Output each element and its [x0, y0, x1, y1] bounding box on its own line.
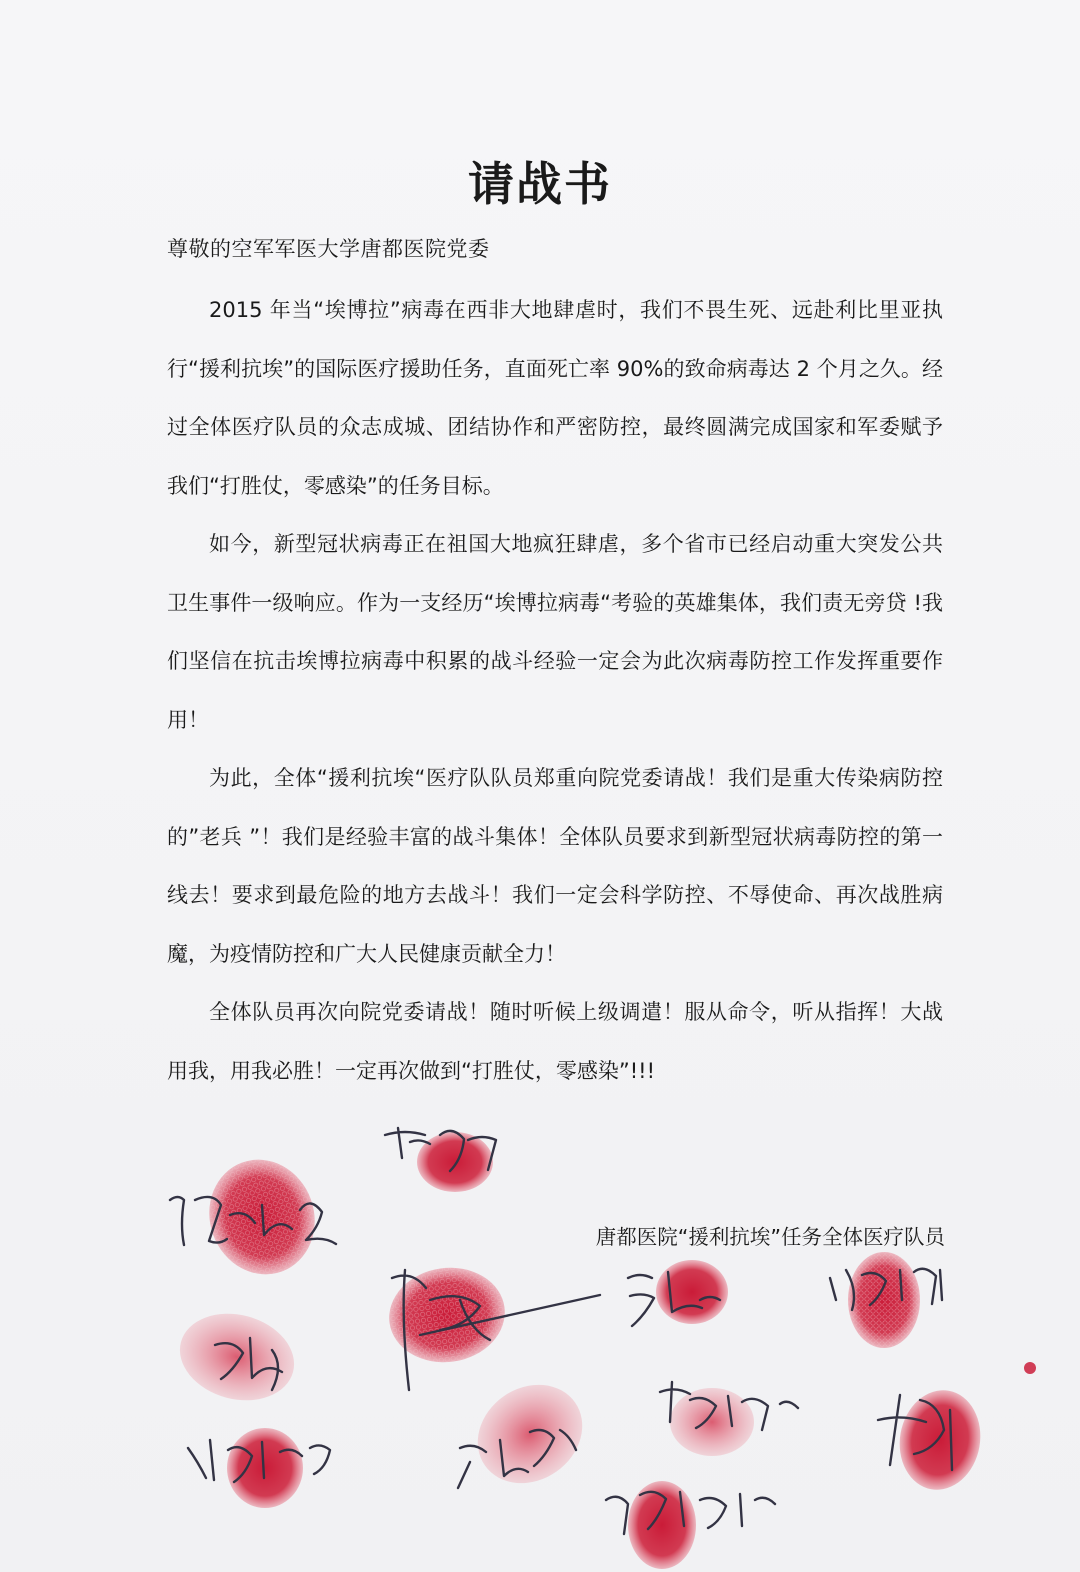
salutation: 尊敬的空军军医大学唐都医院党委 [167, 237, 490, 261]
closing-signature-line: 唐都医院“援利抗埃”任务全体医疗队员 [595, 1225, 945, 1249]
paragraph-1: 2015 年当“埃博拉”病毒在西非大地肆虐时，我们不畏生死、远赴利比里亚执行“援利抗埃”的国际医疗援助任务，直面死亡率 90%的致命病毒达 2 个月之久。经过全体医疗队员的众志成城、团结协作和严密防控，最终圆满完成国家和军委赋予我们“打胜仗，零感染”的任务目标。 [167, 298, 943, 498]
fingerprint [848, 1252, 920, 1348]
document-title: 请战书 [468, 157, 612, 211]
fingerprint [892, 1384, 988, 1496]
fingerprint [459, 1365, 602, 1503]
paragraph-4: 全体队员再次向院党委请战！随时听候上级调遣！服从命令，听从指挥！大战用我，用我必胜！一定再次做到“打胜仗，零感染”!!! [167, 1000, 943, 1083]
fingerprint [417, 1132, 493, 1192]
fingerprint [656, 1260, 728, 1324]
fingerprint [170, 1301, 304, 1412]
fingerprint [227, 1428, 303, 1508]
fingerprint [670, 1388, 754, 1456]
ink-spot [1024, 1362, 1036, 1374]
paragraph-2: 如今，新型冠状病毒正在祖国大地疯狂肆虐，多个省市已经启动重大突发公共卫生事件一级响应。作为一支经历“埃博拉病毒“考验的英雄集体，我们责无旁贷 !我们坚信在抗击埃博拉病毒中积累的战斗经验一定会为此次病毒防控工作发挥重要作用！ [167, 532, 943, 732]
paragraph-3: 为此，全体“援利抗埃“医疗队队员郑重向院党委请战！我们是重大传染病防控的”老兵 ”！我们是经验丰富的战斗集体！全体队员要求到新型冠状病毒防控的第一线去！要求到最危险的地方去战斗！我们一定会科学防控、不辱使命、再次战胜病魔，为疫情防控和广大人民健康贡献全力！ [167, 766, 943, 966]
